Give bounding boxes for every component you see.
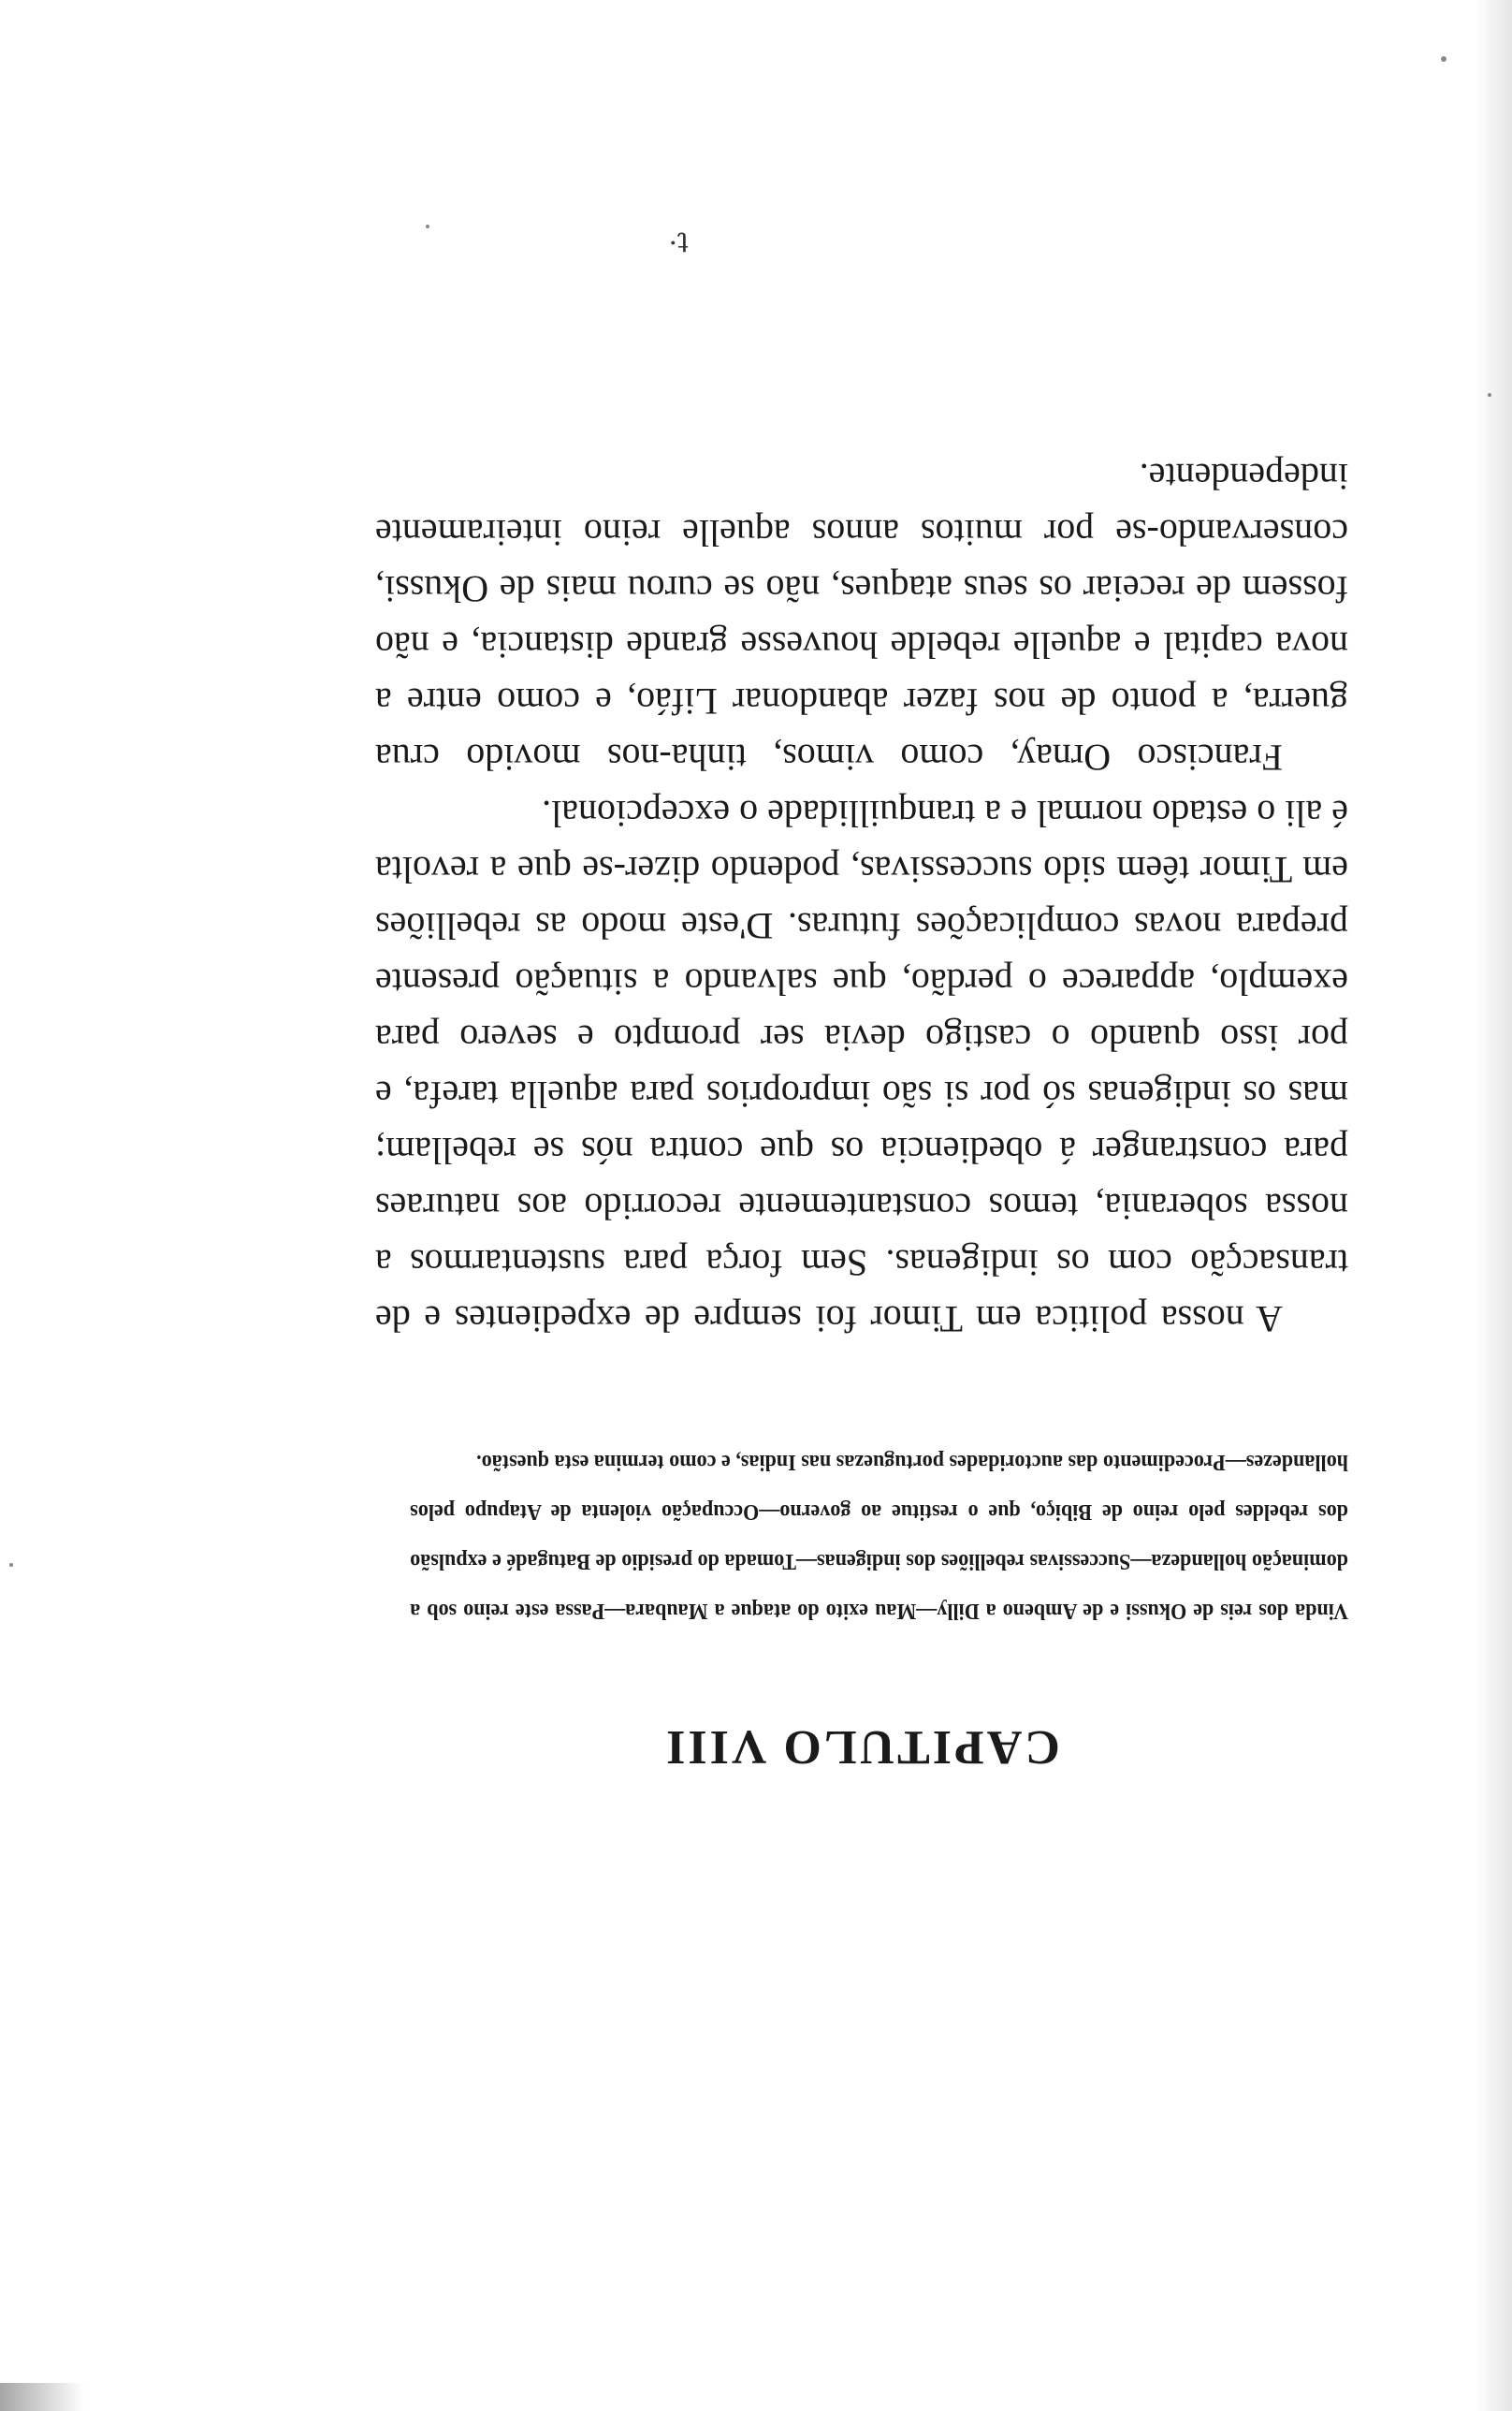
scan-speck (1441, 56, 1447, 62)
scan-speck (426, 225, 429, 228)
scan-speck (9, 1563, 13, 1567)
chapter-text-block (375, 448, 1348, 1775)
scan-corner-mark (0, 2383, 84, 2411)
chapter-summary: Vinda dos reis de Okussi e de Ambeno a Dilly—Mau exito do ataque a Maubara—Passa este reino sob a dominação hollandeza—Successivas rebelliões dos indigenas—Tomada do presidio de Batugadé e expulsão dos rebeldes pelo reino de Bibiço, que o restitue ao governo—Occupação violenta de Atapupo pelos hollandezes—Procedimento das auctoridades portuguezas nas Indias, e como termina esta questão. (410, 1450, 1348, 1623)
chapter-title: CAPITULO VIII (663, 1720, 1060, 1774)
body-paragraph-1: A nossa politica em Timor foi sempre de expedientes e de transacção com os indigenas. Sem força para sustentarmos a nossa soberania, temos constantemente recorrido aos naturaes para constranger á obediencia os que contra nós se rebellam; mas os indigenas só por si são improprios para aquella tarefa, e por isso quando o castigo devia ser prompto e severo para exemplo, apparece o perdão, que salvando a situação presente prepara novas complicações futuras. D'este modo as rebelliões em Timor têem sido successivas, podendo dizer-se que a revolta é ali o estado normal e a tranquillidade o excepcional. (375, 793, 1348, 1340)
body-paragraph-2: Francisco Ornay, como vimos, tinha-nos movido crua guerra, a ponto de nos fazer abandonar Lifáo, e como entre a nova capital e aquelle rebelde houvesse grande distancia, e não fossem de receiar os seus ataques, não se curou mais de Okussi, conservando-se por muitos annos aquelle reino inteiramente independente. (375, 456, 1348, 779)
scan-speck (1488, 393, 1491, 397)
page-mark: t· (668, 226, 689, 258)
scan-edge-shadow (1475, 0, 1512, 2411)
